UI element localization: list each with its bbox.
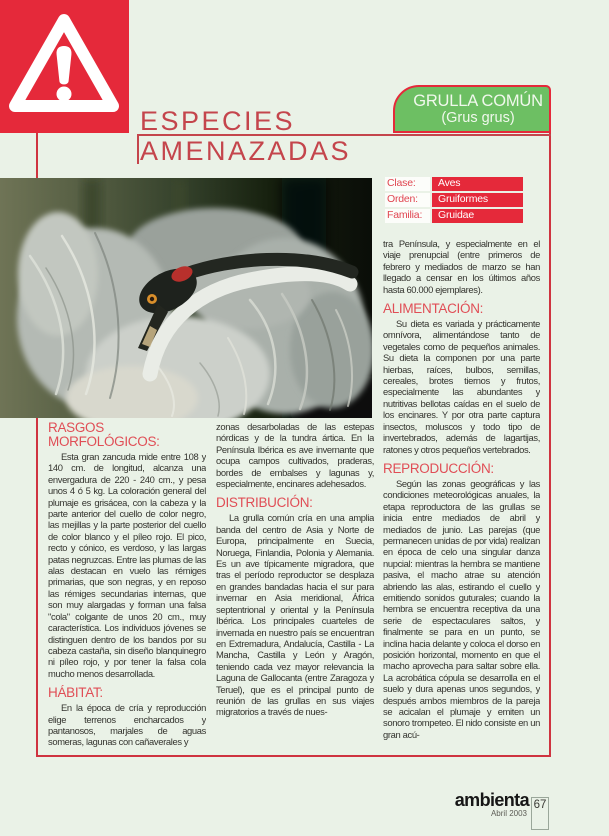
title-tick-rule <box>137 134 139 164</box>
table-row <box>385 209 523 223</box>
article-column-3 <box>383 238 540 753</box>
taxonomy-label-order: Orden: <box>385 193 430 207</box>
taxonomy-value-family: Gruidae <box>432 209 523 223</box>
taxonomy-value-order: Gruiformes <box>432 193 523 207</box>
table-row <box>385 193 523 207</box>
article-column-1 <box>48 421 206 753</box>
section-heading: DISTRIBUCIÓN: <box>216 495 313 511</box>
body-paragraph: La grulla común cría en una amplia banda del centro de Asia y Norte de Europa, principalmente en Suecia, Noruega, Finlandia, Polonia y Alemania. Es un ave típicamente migradora, que tras el período reproductor se desplaza en grandes bandadas hacia el sur para invernar en Asia meridional, África septentrional y oriental y la Península Ibérica. Los principales cuarteles de invernada en nuestro país se encuentran en Extremadura, Andalucía, Castilla - La Mancha, Castilla y León y Aragón, teniendo cada vez mayor relevancia la Laguna de Gallocanta (entre Zaragoza y Teruel), que es el principal punto de reunión de las grullas en sus viajes migratorios a través de nues- <box>216 512 374 718</box>
page-number: 67 <box>533 799 547 811</box>
body-paragraph: En la época de cría y reproducción elige terrenos encharcados y pantanosos, marjales de aguas someras, lagunas con cañaverales y <box>48 702 206 748</box>
table-row <box>385 177 523 191</box>
frame-bottom-rule <box>36 755 551 757</box>
warning-block <box>0 0 129 133</box>
body-paragraph: Su dieta es variada y prácticamente omnívora, alimentándose tanto de vegetales como de pequeños animales. Su dieta la componen por una parte hierbas, raíces, bulbos, semillas, cereales, brotes tiernos y frutos, especialmente las abundantes y nutritivas bellotas caídas en el suelo de los encinares. Y por otra parte captura insectos, moluscos y todo tipo de invertebrados, además de lagartijas, ratones y otros pequeños vertebrados. <box>383 318 540 455</box>
body-paragraph: Según las zonas geográficas y las condiciones meteorológicas anuales, la etapa reproductora de las grullas se inicia entre mediados de abril y mediados de junio. Las parejas (que permanecen unidas de por vida) realizan en época de celo una singular danza nupcial: mientras la hembra se mantiene pasiva, el macho atrae su atención abriendo las alas, estirando el cuello y emitiendo sonidos guturales; cuando la hembra se encuentra receptiva da una serie de espectaculares saltos, y finalmente se para en un punto, se inclina hacia delante y coloca el dorso en posición horizontal, momento en que el macho aprovecha para saltar sobre ella. La acrobática cópula se desarrolla en el suelo y dura apenas unos segundos, y después ambos miembros de la pareja se acicalan el plumaje y emiten un sonoro trompeteo. El nido consiste en un gran acú- <box>383 477 540 740</box>
section-heading: REPRODUCCIÓN: <box>383 460 494 476</box>
magazine-logo: ambienta <box>454 790 529 810</box>
page-title-line1: ESPECIES <box>140 106 296 136</box>
section-heading: ALIMENTACIÓN: <box>383 301 484 317</box>
page-title-line2: AMENAZADAS <box>140 136 352 166</box>
body-paragraph: Esta gran zancuda mide entre 108 y 140 cm. de longitud, alcanza una envergadura de 220 - 240 cm., y pesa unos 4 ó 5 kg. La coloración general del plumaje es grisácea, con la cabeza y la parte anterior del cuello de color negro, las mejillas y la parte posterior del cuello de color blanco y el píleo rojo. El pico, recto y cónico, es verdoso, y las largas patas negruzcas. Entre las plumas de las alas destacan en vuelo las rémiges primarias, que son negras, y en reposo las rémiges secundarias internas, que son muy alargadas y forman una falsa "cola" colgante de unos 20 cm., muy característica. Los individuos jóvenes se distinguen dentro de los bandos por su cabeza castaña, sin diseño blanquinegro ni píleo rojo, y por tener la falsa cola mucho menos desarrollada. <box>48 451 206 679</box>
species-latin-name: (Grus grus) <box>441 110 515 126</box>
section-heading: RASGOS MORFOLÓGICOS: <box>48 421 160 449</box>
article-column-2 <box>216 421 374 753</box>
crane-photo <box>0 178 372 418</box>
frame-right-rule <box>549 131 551 757</box>
species-name-box <box>393 85 551 133</box>
species-common-name: GRULLA COMÚN <box>413 92 543 110</box>
taxonomy-value-class: Aves <box>432 177 523 191</box>
page-number-box <box>531 797 549 830</box>
body-paragraph: tra Península, y especialmente en el viaje prenupcial (entre primeros de febrero y mediados de marzo se han llegado a censar en los últimos años hasta 60.000 ejemplares). <box>383 238 540 295</box>
magazine-logo-block <box>400 790 529 818</box>
taxonomy-label-class: Clase: <box>385 177 430 191</box>
taxonomy-table <box>385 177 523 225</box>
warning-triangle-icon <box>0 0 129 133</box>
body-paragraph: zonas desarboladas de las estepas nórdicas y de la tundra ártica. En la Península Ibérica es ave invernante que ocupa campos cultivados, praderas, bordes de embalses y lagunas y, especialmente, encinares adehesados. <box>216 421 374 490</box>
section-heading: HÁBITAT: <box>48 685 103 701</box>
issue-date: Abril 2003 <box>490 809 527 818</box>
taxonomy-label-family: Familia: <box>385 209 430 223</box>
